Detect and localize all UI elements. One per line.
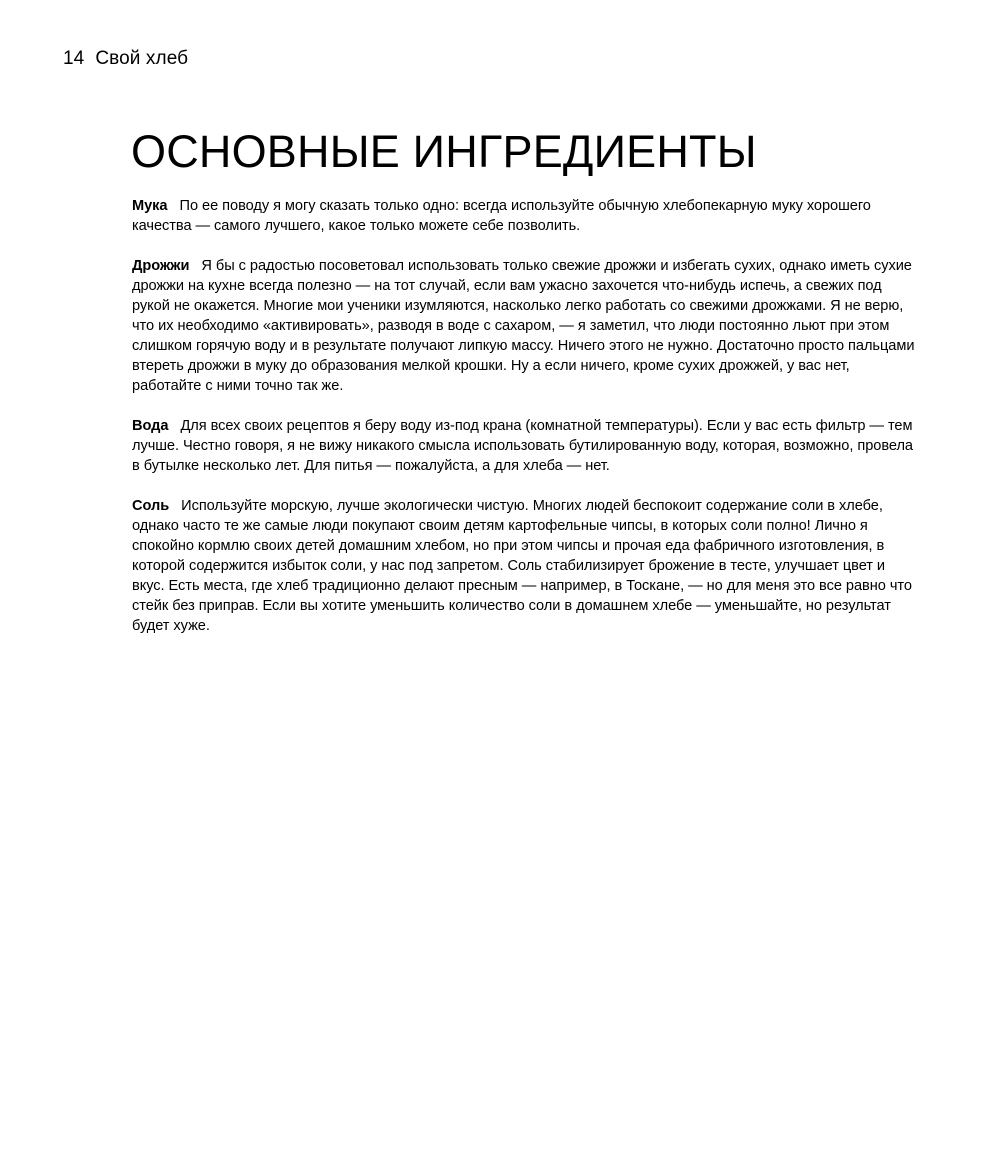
article-body <box>132 196 917 656</box>
section-yeast <box>132 256 917 396</box>
section-term: Вода <box>132 418 169 434</box>
section-text: Используйте морскую, лучше экологически чистую. Многих людей беспокоит содержание соли в хлебе, однако часто те же самые люди покупают своим детям картофельные чипсы, в которых соли полно! Лично я спокойно кормлю своих детей домашним хлебом, но при этом чипсы и прочая еда фабричного изготовления, в которой содержится избыток соли, у нас под запретом. Соль стабилизирует брожение в тесте, улучшает цвет и вкус. Есть места, где хлеб традиционно делают пресным — например, в Тоскане, — но для меня это все равно что стейк без приправ. Если вы хотите уменьшить количество соли в домашнем хлебе — уменьшайте, но результат будет хуже. <box>132 498 912 634</box>
running-header <box>63 47 188 71</box>
section-term: Дрожжи <box>132 258 190 274</box>
page-number: 14 <box>63 48 85 69</box>
section-text: По ее поводу я могу сказать только одно: всегда используйте обычную хлебопекарную муку хорошего качества — самого лучшего, какое только можете себе позволить. <box>132 198 871 234</box>
page-title: ОСНОВНЫЕ ИНГРЕДИЕНТЫ <box>131 126 757 177</box>
section-salt <box>132 496 917 636</box>
section-term: Соль <box>132 498 170 514</box>
section-term: Мука <box>132 198 168 214</box>
section-flour <box>132 196 917 236</box>
section-text: Для всех своих рецептов я беру воду из-под крана (комнатной температуры). Если у вас есть фильтр — тем лучше. Честно говоря, я не вижу никакого смысла использовать бутилированную воду, которая, возможно, провела в бутылке несколько лет. Для питья — пожалуйста, а для хлеба — нет. <box>132 418 913 474</box>
section-water <box>132 416 917 476</box>
section-text: Я бы с радостью посоветовал использовать только свежие дрожжи и избегать сухих, однако иметь сухие дрожжи на кухне всегда полезно — на тот случай, если вам ужасно захочется что-нибудь испечь, а свежих под рукой не окажется. Многие мои ученики изумляются, насколько легко работать со свежими дрожжами. Я не верю, что их необходимо «активировать», разводя в воде с сахаром, — я заметил, что люди постоянно льют при этом слишком горячую воду и в результате получают липкую массу. Ничего этого не нужно. Достаточно просто пальцами втереть дрожжи в муку до образования мелкой крошки. Ну а если ничего, кроме сухих дрожжей, у вас нет, работайте с ними точно так же. <box>132 258 915 394</box>
book-title: Свой хлеб <box>95 48 189 69</box>
